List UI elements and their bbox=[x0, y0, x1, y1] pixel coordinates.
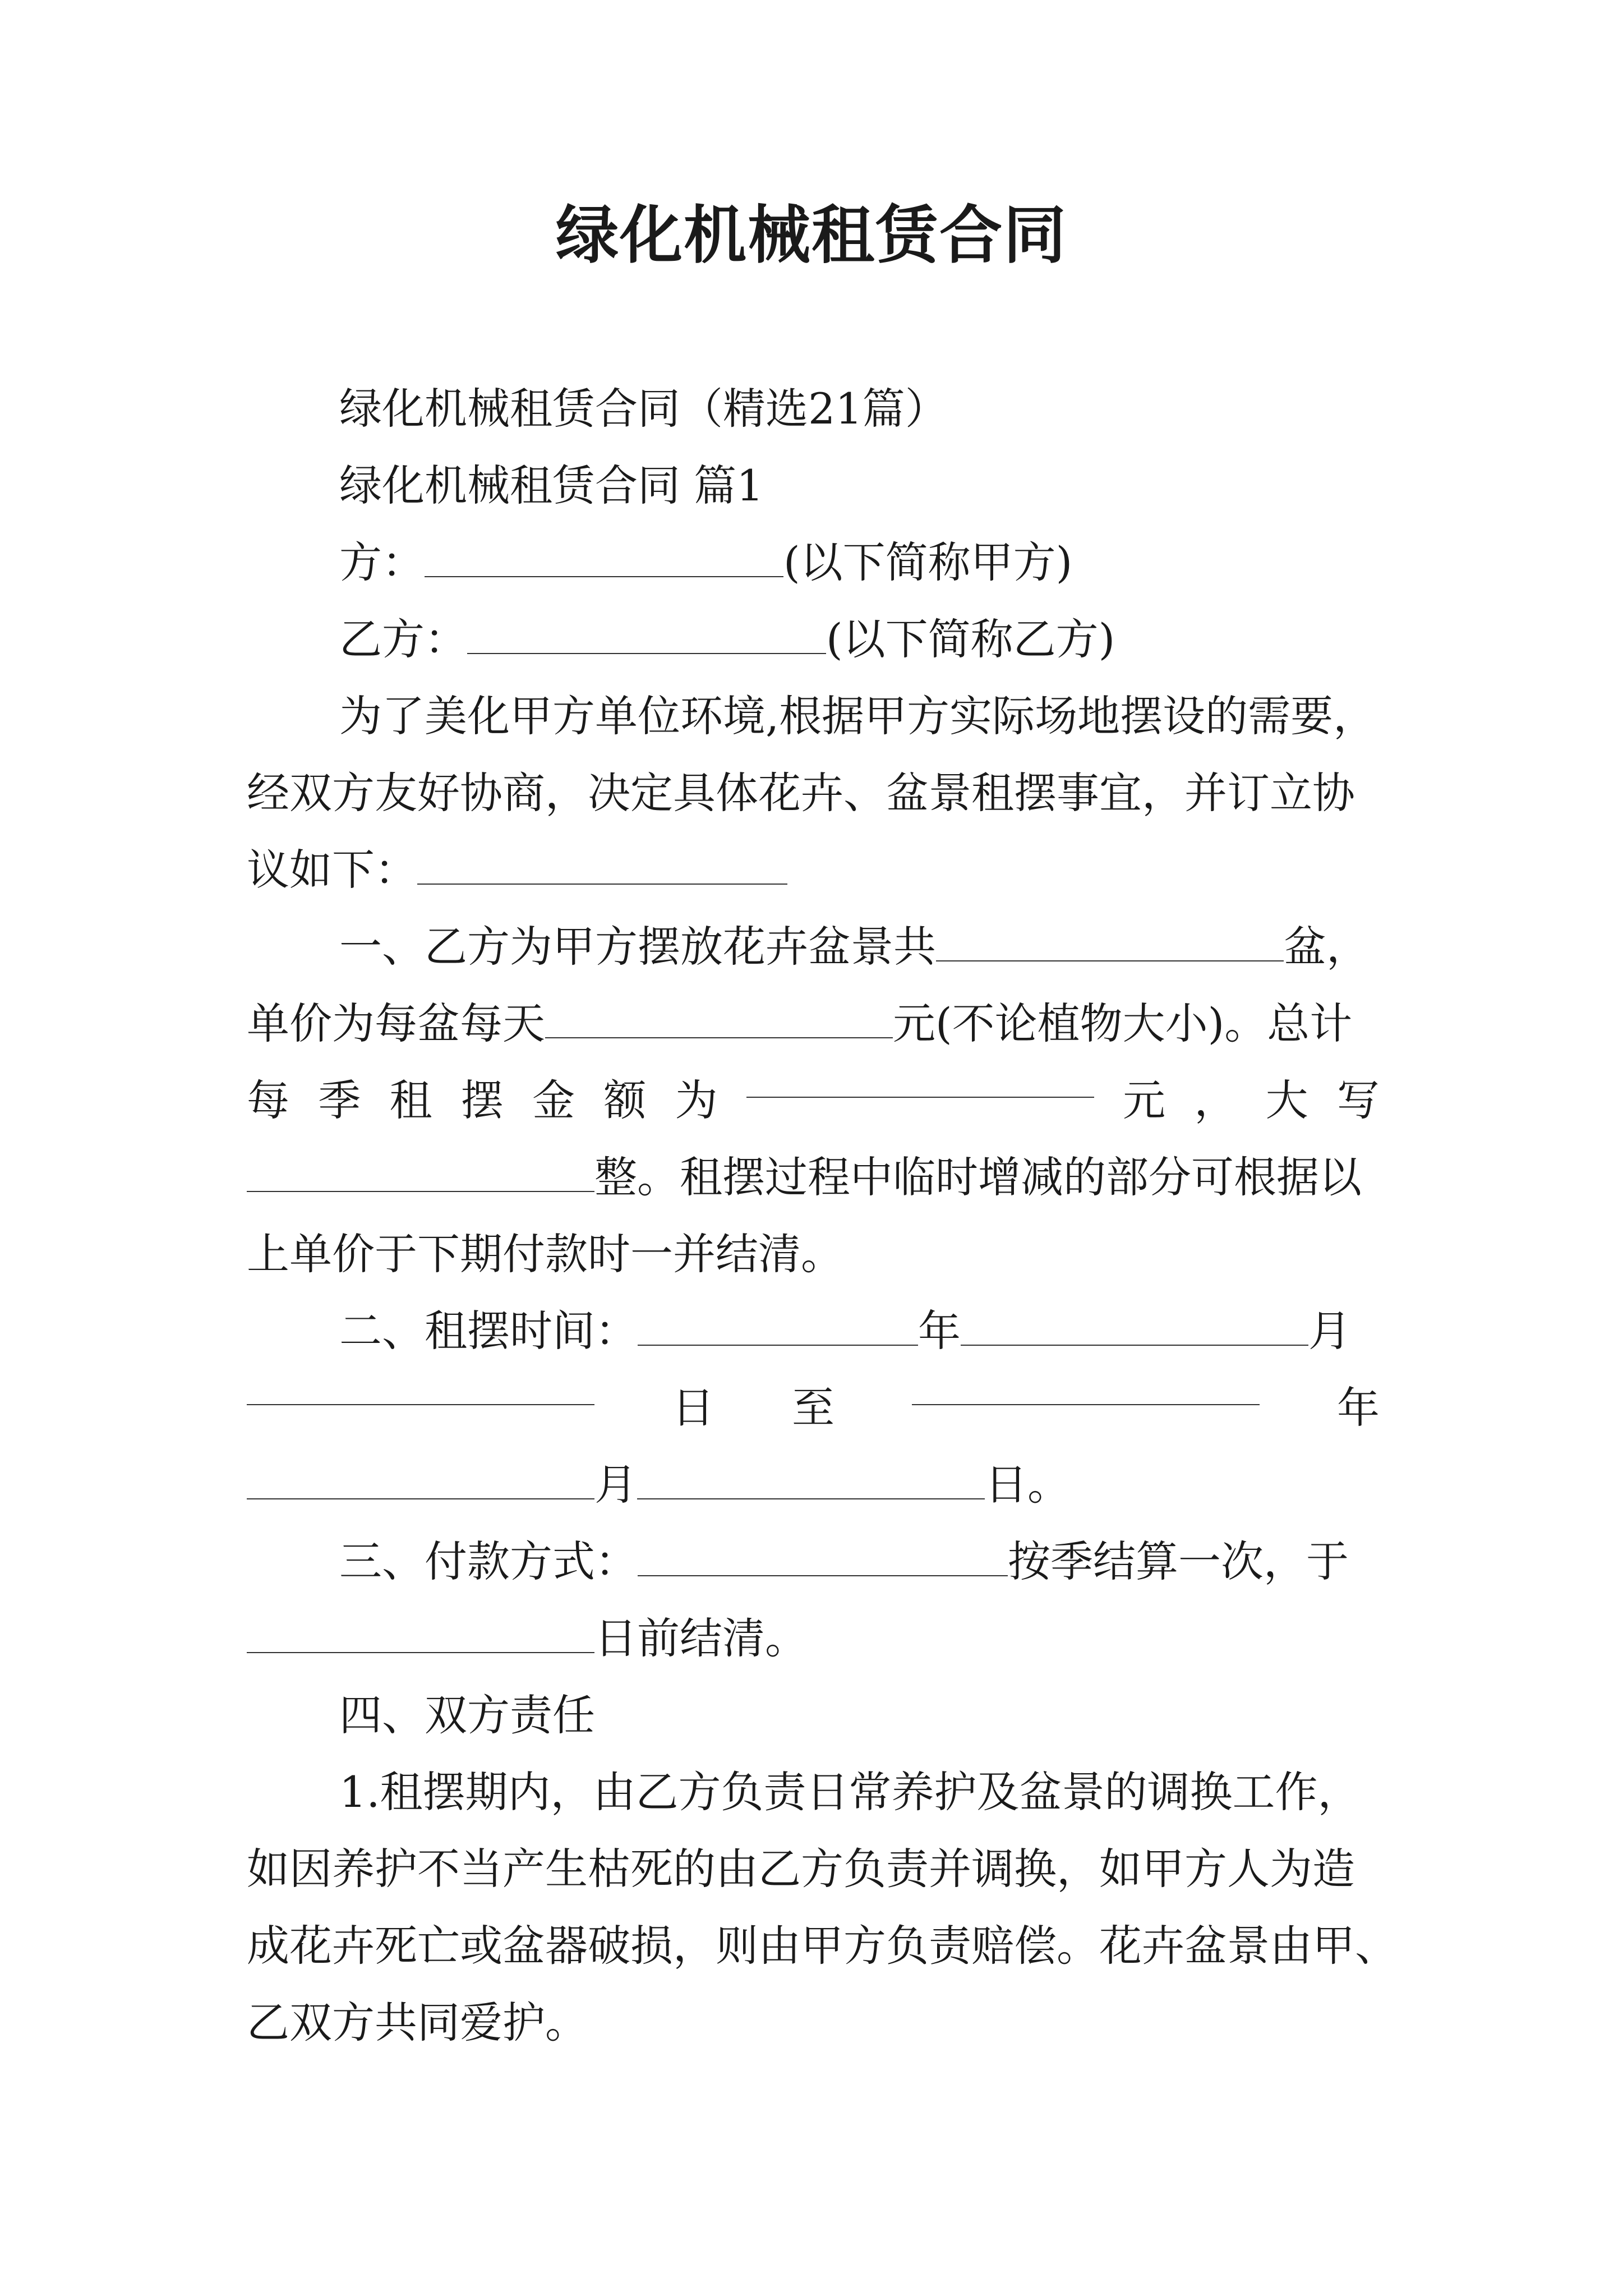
party-b-label: 乙方： bbox=[339, 614, 467, 664]
party-b-suffix: (以下简称乙方) bbox=[826, 614, 1115, 664]
clause2-month: 月 bbox=[1308, 1306, 1351, 1356]
clause1-text-d: 元(不论植物大小)。总计 bbox=[893, 999, 1353, 1048]
clause1-uppercase-blank bbox=[247, 1156, 594, 1192]
clause3-date-blank bbox=[247, 1617, 594, 1653]
party-a-line bbox=[247, 524, 1380, 601]
document-title: 绿化机械租赁合同 bbox=[556, 199, 1067, 272]
clause2-end-year-blank bbox=[912, 1369, 1260, 1405]
clause1-price-blank bbox=[545, 1002, 893, 1038]
clause1-text-g: ， bbox=[1194, 1075, 1237, 1125]
section-heading: 绿化机械租赁合同 篇1 bbox=[339, 461, 764, 510]
clause2-to: 至 bbox=[792, 1383, 834, 1433]
clause1-char: 每 bbox=[247, 1075, 289, 1125]
party-a-blank bbox=[425, 541, 783, 577]
intro-line-3 bbox=[247, 831, 1380, 908]
clause3-text-a: 三、付款方式： bbox=[339, 1536, 638, 1586]
party-b-line bbox=[247, 601, 1380, 678]
clause2-start-month-blank bbox=[961, 1310, 1308, 1346]
intro-line-3-text: 议如下： bbox=[247, 845, 417, 895]
clause1-text-a: 一、乙方为甲方摆放花卉盆景共 bbox=[339, 922, 936, 972]
clause2-year: 年 bbox=[918, 1306, 961, 1356]
clause1-char: 摆 bbox=[460, 1075, 504, 1125]
clause2-start-year-blank bbox=[638, 1310, 918, 1346]
subtitle: 绿化机械租赁合同（精选21篇） bbox=[339, 384, 948, 434]
clause2-year-end: 年 bbox=[1337, 1383, 1380, 1433]
party-a-label: 方： bbox=[339, 537, 425, 587]
clause1-char: 季 bbox=[318, 1075, 361, 1125]
clause2-day: 日 bbox=[672, 1383, 714, 1433]
clause1-line-4 bbox=[247, 1139, 1380, 1216]
clause4-1-line-1: 1.租摆期内，由乙方负责日常养护及盆景的调换工作， bbox=[339, 1767, 1361, 1817]
clause3-method-blank bbox=[638, 1540, 1008, 1576]
clause3-line-2 bbox=[247, 1600, 1380, 1677]
clause1-char: 额 bbox=[603, 1075, 647, 1125]
clause1-char: 为 bbox=[675, 1075, 718, 1125]
clause2-month-end: 月 bbox=[594, 1460, 637, 1510]
clause1-text-h: 大 bbox=[1265, 1075, 1308, 1125]
clause3-line-1 bbox=[247, 1523, 1380, 1600]
party-a-suffix: (以下简称甲方) bbox=[783, 537, 1073, 587]
clause4-1-line-3: 成花卉死亡或盆器破损，则由甲方负责赔偿。花卉盆景由甲、 bbox=[247, 1921, 1398, 1971]
intro-blank bbox=[417, 849, 787, 885]
clause1-text-j: 整。租摆过程中临时增减的部分可根据以 bbox=[594, 1152, 1362, 1202]
intro-line-1: 为了美化甲方单位环境,根据甲方实际场地摆设的需要， bbox=[339, 691, 1376, 741]
document-body bbox=[247, 370, 1398, 2061]
intro-line-2: 经双方友好协商，决定具体花卉、盆景租摆事宜，并订立协 bbox=[247, 768, 1355, 818]
clause1-text-c: 单价为每盆每天 bbox=[247, 999, 545, 1048]
clause1-line-1 bbox=[247, 908, 1380, 985]
clause2-end-day-blank bbox=[637, 1464, 985, 1499]
clause1-text-i: 写 bbox=[1336, 1075, 1380, 1125]
party-b-blank bbox=[467, 618, 826, 654]
clause1-quantity-blank bbox=[936, 926, 1284, 961]
clause2-text-a: 二、租摆时间： bbox=[339, 1306, 638, 1356]
clause4-1-line-4: 乙双方共同爱护。 bbox=[247, 1998, 588, 2047]
clause4-1-line-2: 如因养护不当产生枯死的由乙方负责并调换，如甲方人为造 bbox=[247, 1844, 1355, 1894]
clause2-line-3 bbox=[247, 1446, 1380, 1523]
clause2-start-day-blank bbox=[247, 1369, 594, 1405]
clause2-line-1 bbox=[247, 1292, 1380, 1369]
clause1-text-f: 元 bbox=[1123, 1075, 1166, 1125]
clause3-text-b: 按季结算一次，于 bbox=[1008, 1536, 1349, 1586]
clause1-char: 金 bbox=[532, 1075, 575, 1125]
clause1-line-3 bbox=[247, 1062, 1380, 1139]
clause3-text-c: 日前结清。 bbox=[594, 1613, 808, 1663]
clause1-line-2 bbox=[247, 985, 1380, 1062]
clause1-text-b: 盆， bbox=[1284, 922, 1369, 972]
clause2-end-month-blank bbox=[247, 1464, 594, 1499]
clause1-char: 租 bbox=[389, 1075, 432, 1125]
clause4-heading: 四、双方责任 bbox=[339, 1690, 595, 1740]
clause1-total-blank bbox=[746, 1062, 1094, 1098]
clause2-line-2 bbox=[247, 1369, 1380, 1446]
clause2-day-end: 日。 bbox=[985, 1460, 1070, 1510]
clause1-line-5: 上单价于下期付款时一并结清。 bbox=[247, 1229, 843, 1279]
